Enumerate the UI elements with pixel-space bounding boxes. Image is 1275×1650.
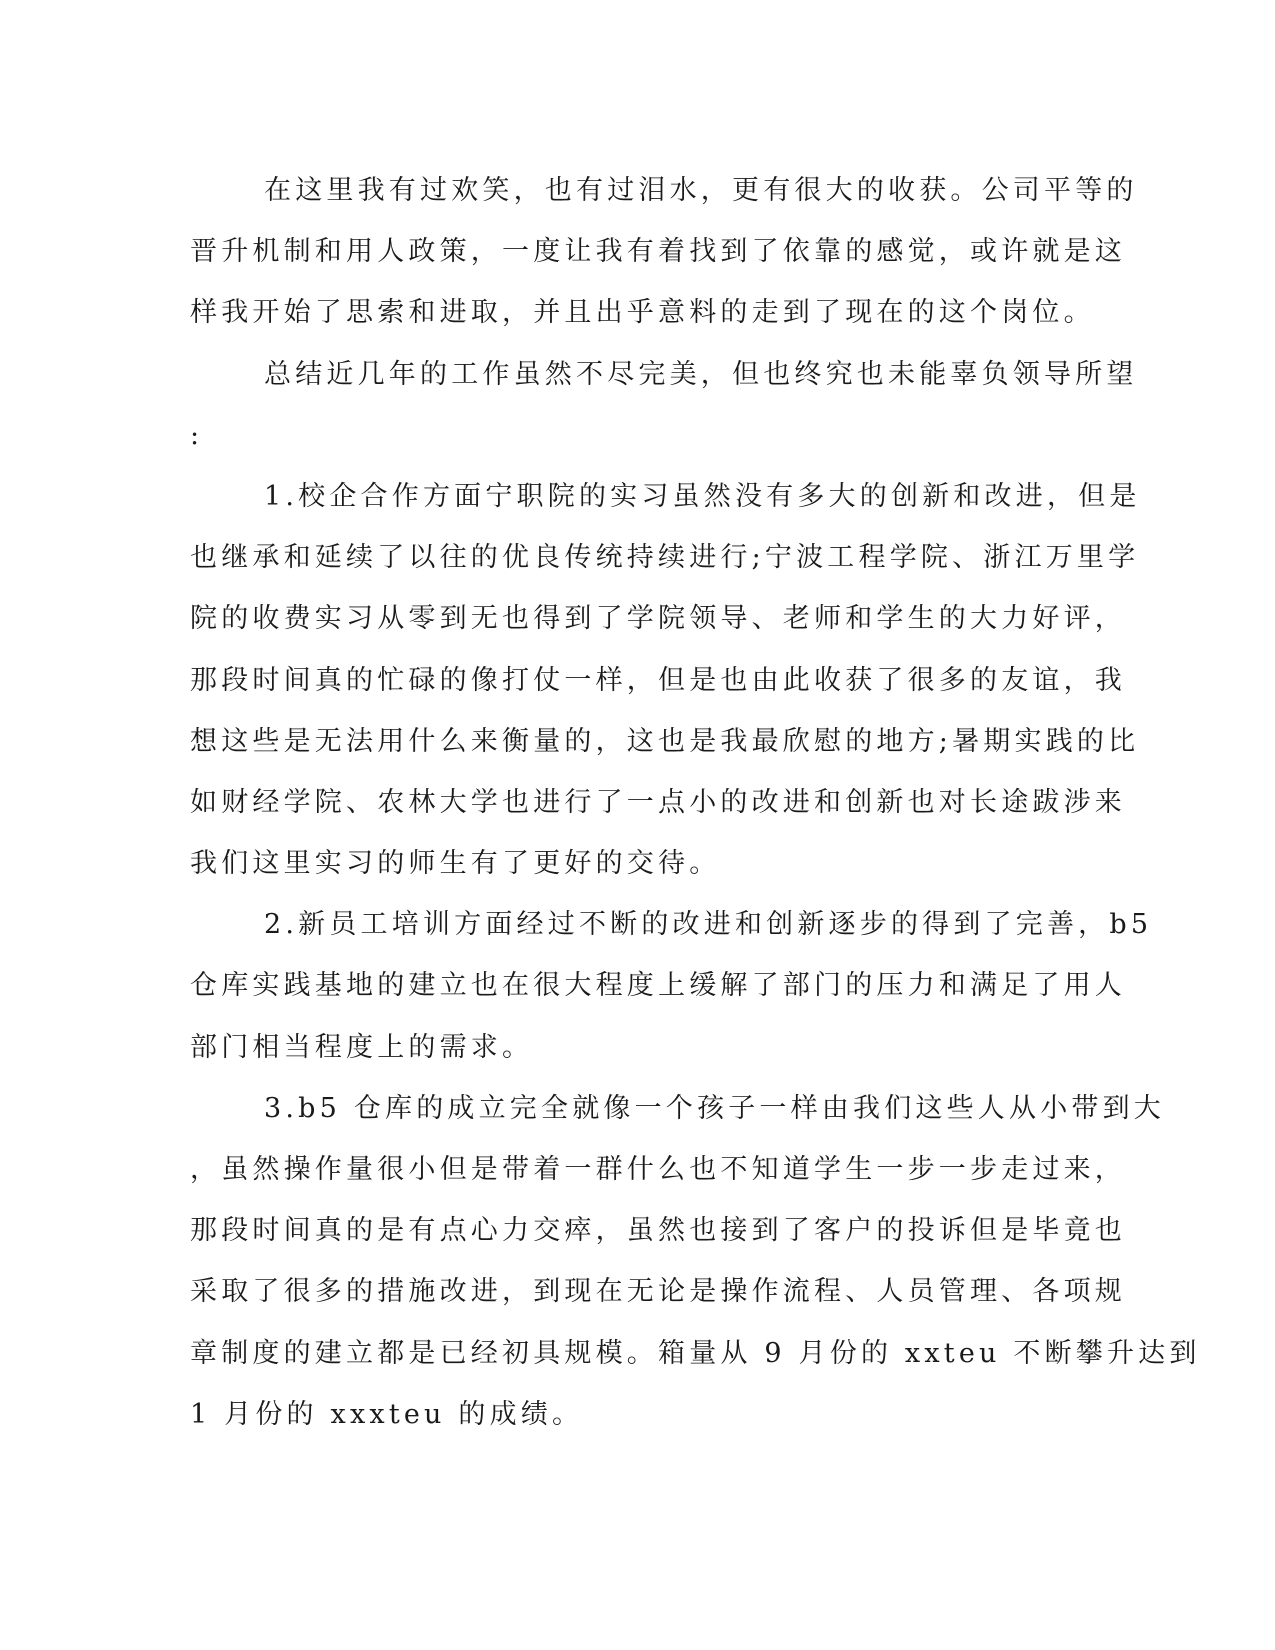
text-line: 1 月份的 xxxteu 的成绩。 <box>190 1398 584 1430</box>
text-line: 想这些是无法用什么来衡量的，这也是我最欣慰的地方;暑期实践的比 <box>190 725 1140 757</box>
text-line: 总结近几年的工作虽然不尽完美，但也终究也未能辜负领导所望 <box>264 358 1138 390</box>
text-line: 样我开始了思索和进取，并且出乎意料的走到了现在的这个岗位。 <box>190 297 1095 329</box>
text-line: 1.校企合作方面宁职院的实习虽然没有多大的创新和改进，但是 <box>264 480 1141 512</box>
text-line: 仓库实践基地的建立也在很大程度上缓解了部门的压力和满足了用人 <box>190 970 1126 1002</box>
text-line: 采取了很多的措施改进，到现在无论是操作流程、人员管理、各项规 <box>190 1276 1126 1308</box>
text-line: : <box>190 419 204 451</box>
text-line: 2.新员工培训方面经过不断的改进和创新逐步的得到了完善，b5 <box>264 909 1153 941</box>
text-line: 院的收费实习从零到无也得到了学院领导、老师和学生的大力好评， <box>190 603 1126 635</box>
text-line: 如财经学院、农林大学也进行了一点小的改进和创新也对长途跋涉来 <box>190 786 1126 818</box>
text-line: 那段时间真的是有点心力交瘁，虽然也接到了客户的投诉但是毕竟也 <box>190 1215 1126 1247</box>
text-line: 也继承和延续了以往的优良传统持续进行;宁波工程学院、浙江万里学 <box>190 542 1140 574</box>
text-line: 部门相当程度上的需求。 <box>190 1031 534 1063</box>
text-line: 章制度的建立都是已经初具规模。箱量从 9 月份的 xxteu 不断攀升达到 <box>190 1337 1201 1369</box>
text-line: 在这里我有过欢笑，也有过泪水，更有很大的收获。公司平等的 <box>264 175 1138 206</box>
text-line: 晋升机制和用人政策，一度让我有着找到了依靠的感觉，或许就是这 <box>190 236 1126 268</box>
text-line: 那段时间真的忙碌的像打仗一样，但是也由此收获了很多的友谊，我 <box>190 664 1126 696</box>
text-line: ，虽然操作量很小但是带着一群什么也不知道学生一步一步走过来， <box>190 1154 1126 1185</box>
text-line: 我们这里实习的师生有了更好的交待。 <box>190 848 721 880</box>
text-line: 3.b5 仓库的成立完全就像一个孩子一样由我们这些人从小带到大 <box>264 1092 1166 1124</box>
document-body <box>190 160 1201 1445</box>
